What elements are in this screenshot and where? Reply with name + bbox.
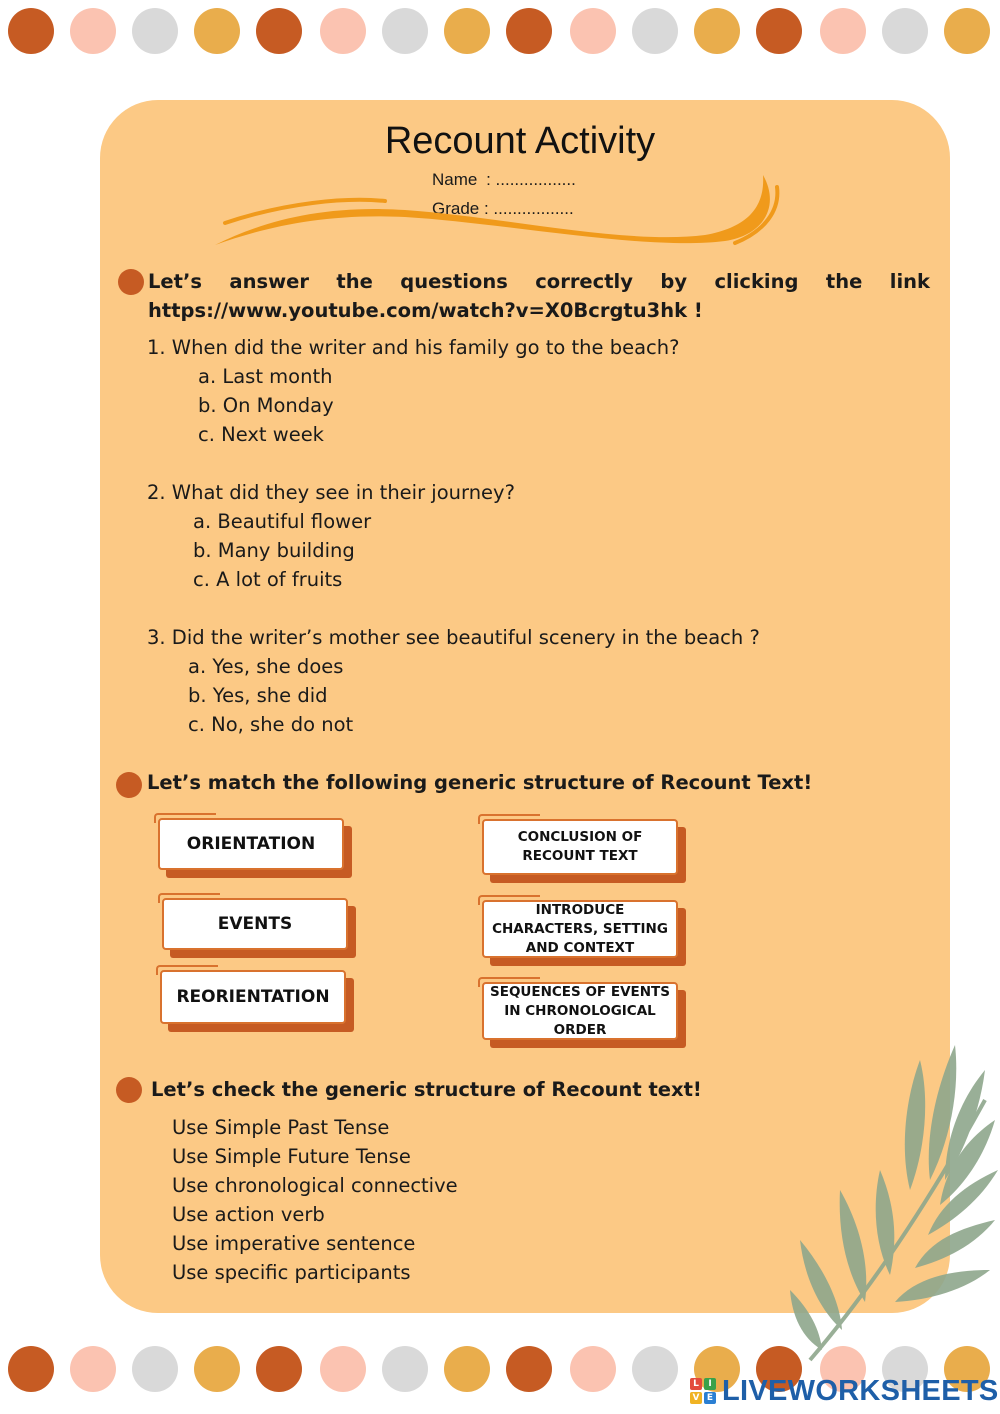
match-right-box[interactable]: [482, 819, 678, 875]
question-2: 2. What did they see in their journey?: [147, 481, 515, 504]
decor-dot: [132, 8, 178, 54]
decor-dot: [256, 1346, 302, 1392]
logo-text: LIVEWORKSHEETS: [722, 1374, 999, 1407]
decor-dot: [444, 8, 490, 54]
check-item[interactable]: Use specific participants: [172, 1261, 411, 1284]
decor-dot: [320, 8, 366, 54]
page-title: Recount Activity: [384, 120, 656, 162]
check-item[interactable]: Use Simple Future Tense: [172, 1145, 411, 1168]
decor-dot: [820, 8, 866, 54]
decor-dot: [194, 1346, 240, 1392]
decor-dot: [944, 8, 990, 54]
q2-option-a[interactable]: a. Beautiful flower: [193, 510, 372, 533]
decor-dot: [382, 8, 428, 54]
match-left-box[interactable]: [160, 970, 346, 1024]
q3-option-c[interactable]: c. No, she do not: [188, 713, 354, 736]
q2-option-c[interactable]: c. A lot of fruits: [193, 568, 343, 591]
match-right-label: CONCLUSION OF RECOUNT TEXT: [482, 819, 678, 875]
decor-dot: [882, 8, 928, 54]
q1-option-a[interactable]: a. Last month: [198, 365, 333, 388]
decor-dot: [632, 8, 678, 54]
section-bullet: [118, 269, 144, 295]
match-left-label: ORIENTATION: [158, 818, 344, 870]
check-item[interactable]: Use Simple Past Tense: [172, 1116, 390, 1139]
logo-letter: E: [704, 1392, 716, 1404]
title-swoosh-decoration: [205, 165, 795, 255]
match-right-box[interactable]: [482, 982, 678, 1040]
section1-instruction: Let’s answer the questions correctly by clicking the link: [148, 270, 930, 293]
decor-dot: [256, 8, 302, 54]
check-item[interactable]: Use chronological connective: [172, 1174, 458, 1197]
decor-dot: [570, 8, 616, 54]
palm-leaf-decoration: [780, 1040, 1000, 1370]
decor-dot: [506, 8, 552, 54]
q1-option-c[interactable]: c. Next week: [198, 423, 324, 446]
q3-option-b[interactable]: b. Yes, she did: [188, 684, 328, 707]
match-right-label: SEQUENCES OF EVENTS IN CHRONOLOGICAL ORDER: [482, 982, 678, 1040]
grade-label: Grade: [432, 199, 480, 218]
decor-dot: [194, 8, 240, 54]
logo-letter: L: [690, 1378, 702, 1390]
match-left-label: EVENTS: [162, 898, 348, 950]
decor-dot: [70, 8, 116, 54]
section-bullet: [116, 1077, 142, 1103]
match-left-box[interactable]: [162, 898, 348, 950]
liveworksheets-icon: [690, 1378, 716, 1404]
section2-instruction: Let’s match the following generic structure of Recount Text!: [147, 771, 813, 794]
q1-option-b[interactable]: b. On Monday: [198, 394, 334, 417]
section3-instruction: Let’s check the generic structure of Recount text!: [151, 1078, 702, 1101]
grade-blank: : .................: [483, 199, 574, 218]
q2-option-b[interactable]: b. Many building: [193, 539, 355, 562]
match-right-box[interactable]: [482, 900, 678, 958]
decor-dot: [70, 1346, 116, 1392]
name-blank: : .................: [486, 170, 576, 189]
decor-dot: [506, 1346, 552, 1392]
name-label: Name: [432, 170, 478, 189]
top-dot-border: [0, 8, 1000, 58]
logo-letter: V: [690, 1392, 702, 1404]
question-1: 1. When did the writer and his family go to the beach?: [147, 336, 680, 359]
q3-option-a[interactable]: a. Yes, she does: [188, 655, 344, 678]
match-right-label: INTRODUCE CHARACTERS, SETTING AND CONTEXT: [482, 900, 678, 958]
logo-letter: I: [704, 1378, 716, 1390]
decor-dot: [756, 8, 802, 54]
decor-dot: [570, 1346, 616, 1392]
match-left-box[interactable]: [158, 818, 344, 870]
section-bullet: [116, 772, 142, 798]
decor-dot: [444, 1346, 490, 1392]
decor-dot: [694, 8, 740, 54]
liveworksheets-logo[interactable]: [690, 1374, 999, 1408]
decor-dot: [8, 1346, 54, 1392]
video-link[interactable]: https://www.youtube.com/watch?v=X0Bcrgtu3hk !: [148, 299, 703, 322]
check-item[interactable]: Use imperative sentence: [172, 1232, 416, 1255]
decor-dot: [8, 8, 54, 54]
decor-dot: [382, 1346, 428, 1392]
match-left-label: REORIENTATION: [160, 970, 346, 1024]
decor-dot: [132, 1346, 178, 1392]
check-item[interactable]: Use action verb: [172, 1203, 325, 1226]
decor-dot: [320, 1346, 366, 1392]
question-3: 3. Did the writer’s mother see beautiful scenery in the beach ?: [147, 626, 760, 649]
decor-dot: [632, 1346, 678, 1392]
